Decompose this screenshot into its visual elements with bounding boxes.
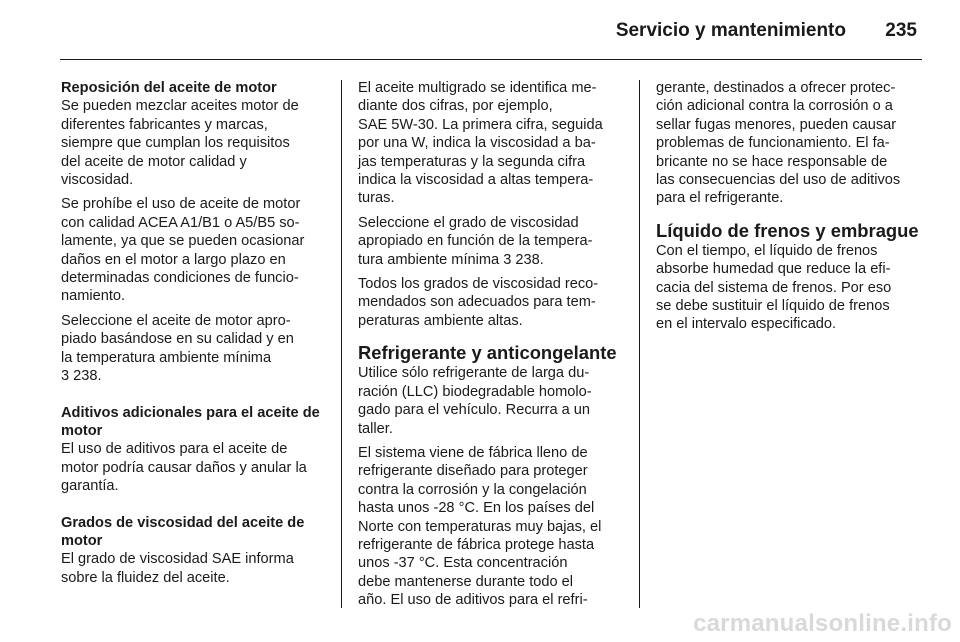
column-divider	[341, 80, 342, 608]
body-text-line: refrigerante diseñado para proteger	[358, 463, 588, 480]
body-text-line: siempre que cumplan los requisitos	[61, 135, 290, 152]
subsection-heading: motor	[61, 422, 103, 439]
body-text-line: namiento.	[61, 288, 126, 305]
body-text-line: Norte con temperaturas muy bajas, el	[358, 518, 602, 535]
body-text-line: motor podría causar daños y anular la	[61, 459, 307, 476]
body-text-line: Con el tiempo, el líquido de frenos	[656, 242, 878, 259]
header-divider	[60, 59, 922, 60]
subsection-heading: Aditivos adicionales para el aceite de	[61, 404, 320, 421]
body-text-line: piado basándose en su calidad y en	[61, 331, 294, 348]
body-text-line: garantía.	[61, 478, 119, 495]
body-text-line: Seleccione el aceite de motor apro-	[61, 312, 291, 329]
subsection-heading: Grados de viscosidad del aceite de	[61, 514, 305, 531]
body-text-line: contra la corrosión y la congelación	[358, 481, 587, 498]
body-text-line: Se pueden mezclar aceites motor de	[61, 98, 299, 115]
body-text-line: por una W, indica la viscosidad a ba-	[358, 135, 596, 152]
subsection-heading: Reposición del aceite de motor	[61, 80, 277, 96]
body-text-line: diante dos cifras, por ejemplo,	[358, 98, 553, 115]
body-text-line: indica la viscosidad a altas tempera-	[358, 172, 594, 189]
body-text-line: ción adicional contra la corrosión o a	[656, 98, 893, 115]
body-text-line: determinadas condiciones de funcio-	[61, 270, 299, 287]
page-reference-line: 3 238.	[61, 368, 102, 385]
body-text-line: El sistema viene de fábrica lleno de	[358, 444, 588, 461]
body-text-line: El grado de viscosidad SAE informa	[61, 551, 294, 568]
body-text-line: unos -37 °C. Esta concentración	[358, 555, 568, 572]
section-title: Servicio y mantenimiento	[615, 20, 846, 41]
body-text-line: mendados son adecuados para tem-	[358, 294, 596, 311]
body-text-line: sobre la fluidez del aceite.	[61, 569, 230, 586]
paragraph-spacer	[358, 330, 628, 342]
body-text-line: sellar fugas menores, pueden causar	[656, 116, 897, 133]
text-column-2	[358, 79, 628, 610]
body-text-line: daños en el motor a largo plazo en	[61, 251, 286, 268]
body-text-line: con calidad ACEA A1/B1 o A5/B5 so-	[61, 214, 300, 231]
body-text-line: cacia del sistema de frenos. Por eso	[656, 279, 892, 296]
body-text-line: para el refrigerante.	[656, 190, 784, 207]
body-text-line: El uso de aditivos para el aceite de	[61, 441, 288, 458]
body-text-line: Utilice sólo refrigerante de larga du-	[358, 365, 590, 382]
body-text-line: Todos los grados de viscosidad reco-	[358, 276, 599, 293]
body-text-line: debe mantenerse durante todo el	[358, 573, 574, 590]
body-text-line: año. El uso de aditivos para el refri-	[358, 592, 588, 609]
page-number: 235	[885, 20, 917, 41]
paragraph-spacer	[656, 208, 926, 220]
text-column-1	[61, 79, 328, 587]
body-text-line: gado para el vehículo. Recurra a un	[358, 402, 591, 419]
body-text-line: problemas de funcionamiento. El fa-	[656, 135, 890, 152]
section-heading: Refrigerante y anticongelante	[358, 342, 617, 364]
section-heading: Líquido de frenos y embrague	[656, 219, 919, 241]
body-text-line: Seleccione el grado de viscosidad	[358, 214, 579, 231]
body-text-line: gerante, destinados a ofrecer protec-	[656, 80, 896, 96]
body-text-line: jas temperaturas y la segunda cifra	[358, 153, 586, 170]
body-text-line: en el intervalo especificado.	[656, 316, 837, 333]
body-text-line: del aceite de motor calidad y	[61, 153, 247, 170]
body-text-line: lamente, ya que se pueden ocasionar	[61, 233, 305, 250]
column-divider	[639, 80, 640, 608]
body-text-line: bricante no se hace responsable de	[656, 153, 888, 170]
subsection-heading: motor	[61, 532, 103, 549]
body-text-line: diferentes fabricantes y marcas,	[61, 116, 268, 133]
body-text-line: la temperatura ambiente mínima	[61, 349, 272, 366]
body-text-line: se debe sustituir el líquido de frenos	[656, 298, 890, 315]
body-text-line: absorbe humedad que reduce la efi-	[656, 261, 891, 278]
text-column-3	[656, 79, 926, 334]
body-text-line: viscosidad.	[61, 172, 134, 189]
watermark-text: carmanualsonline.info	[693, 610, 952, 637]
paragraph-spacer	[61, 496, 328, 514]
body-text-line: peraturas ambiente altas.	[358, 312, 523, 329]
body-text-line: turas.	[358, 190, 395, 207]
body-text-line: taller.	[358, 420, 393, 437]
body-text-line: apropiado en función de la tempera-	[358, 233, 593, 250]
page-header	[0, 0, 960, 60]
body-text-line: hasta unos -28 °C. En los países del	[358, 500, 595, 517]
body-text-line: SAE 5W-30. La primera cifra, seguida	[358, 116, 603, 133]
body-text-line: El aceite multigrado se identifica me-	[358, 80, 597, 96]
body-text-line: refrigerante de fábrica protege hasta	[358, 536, 595, 553]
page-reference-line: tura ambiente mínima 3 238.	[358, 251, 544, 268]
body-text-line: Se prohíbe el uso de aceite de motor	[61, 196, 301, 213]
paragraph-spacer	[61, 386, 328, 404]
body-text-line: ración (LLC) biodegradable homolo-	[358, 383, 592, 400]
body-text-line: las consecuencias del uso de aditivos	[656, 172, 901, 189]
